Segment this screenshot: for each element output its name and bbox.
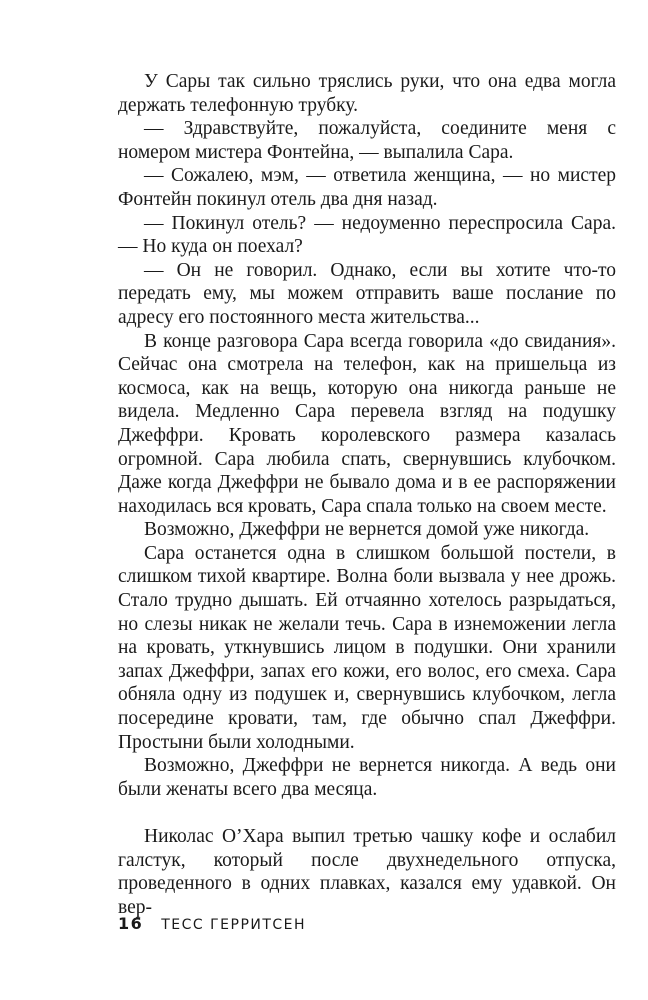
- paragraph: В конце разговора Сара всегда говорила «до свидания». Сейчас она смотрела на телефон, как на пришельца из космоса, как на вещь, которую она никогда раньше не видела. Медленно Сара перевела взгляд на подушку Джеффри. Кровать королевского размера казалась огромной. Сара любила спать, свернувшись клубочком. Даже когда Джеффри не бывало дома и в ее распоряжении находилась вся кровать, Сара спала только на своем месте.: [118, 330, 616, 517]
- running-title: ТЕСС ГЕРРИТСЕН: [161, 917, 307, 933]
- paragraph: — Сожалею, мэм, — ответила женщина, — но мистер Фонтейн покинул отель два дня назад.: [118, 165, 616, 210]
- paragraph: Николас О’Хара выпил третью чашку кофе и ослабил галстук, который после двухнедельного отпуска, проведенного в одних плавках, казался ему удавкой. Он вер-: [118, 826, 616, 918]
- paragraph: Возможно, Джеффри не вернется никогда. А ведь они были женаты всего два месяца.: [118, 755, 616, 800]
- paragraph: — Здравствуйте, пожалуйста, соедините меня с номером мистера Фонтейна, — выпалила Сара.: [118, 118, 616, 163]
- paragraph: У Сары так сильно тряслись руки, что она едва могла держать телефонную трубку.: [118, 71, 616, 116]
- paragraph: — Он не говорил. Однако, если вы хотите что-то передать ему, мы можем отправить ваше послание по адресу его постоянного места жительства...: [118, 259, 616, 328]
- text-section-2: [118, 825, 616, 919]
- paragraph: — Покинул отель? — недоуменно переспросила Сара. — Но куда он поехал?: [118, 212, 616, 258]
- text-section-1: [118, 70, 616, 801]
- paragraph: Сара останется одна в слишком большой постели, в слишком тихой квартире. Волна боли вызвала у нее дрожь. Стало трудно дышать. Ей отчаянно хотелось разрыдаться, но слезы никак не желали течь. Сара в изнеможении легла на кровать, уткнувшись лицом в подушки. Они хранили запах Джеффри, запах его кожи, его волос, его смеха. Сара обняла одну из подушек и, свернувшись клубочком, легла посередине кровати, там, где обычно спал Джеффри. Простыни были холодными.: [118, 542, 616, 753]
- page-number: 16: [118, 914, 144, 933]
- page-footer: [118, 914, 306, 933]
- paragraph: Возможно, Джеффри не вернется домой уже никогда.: [144, 519, 590, 541]
